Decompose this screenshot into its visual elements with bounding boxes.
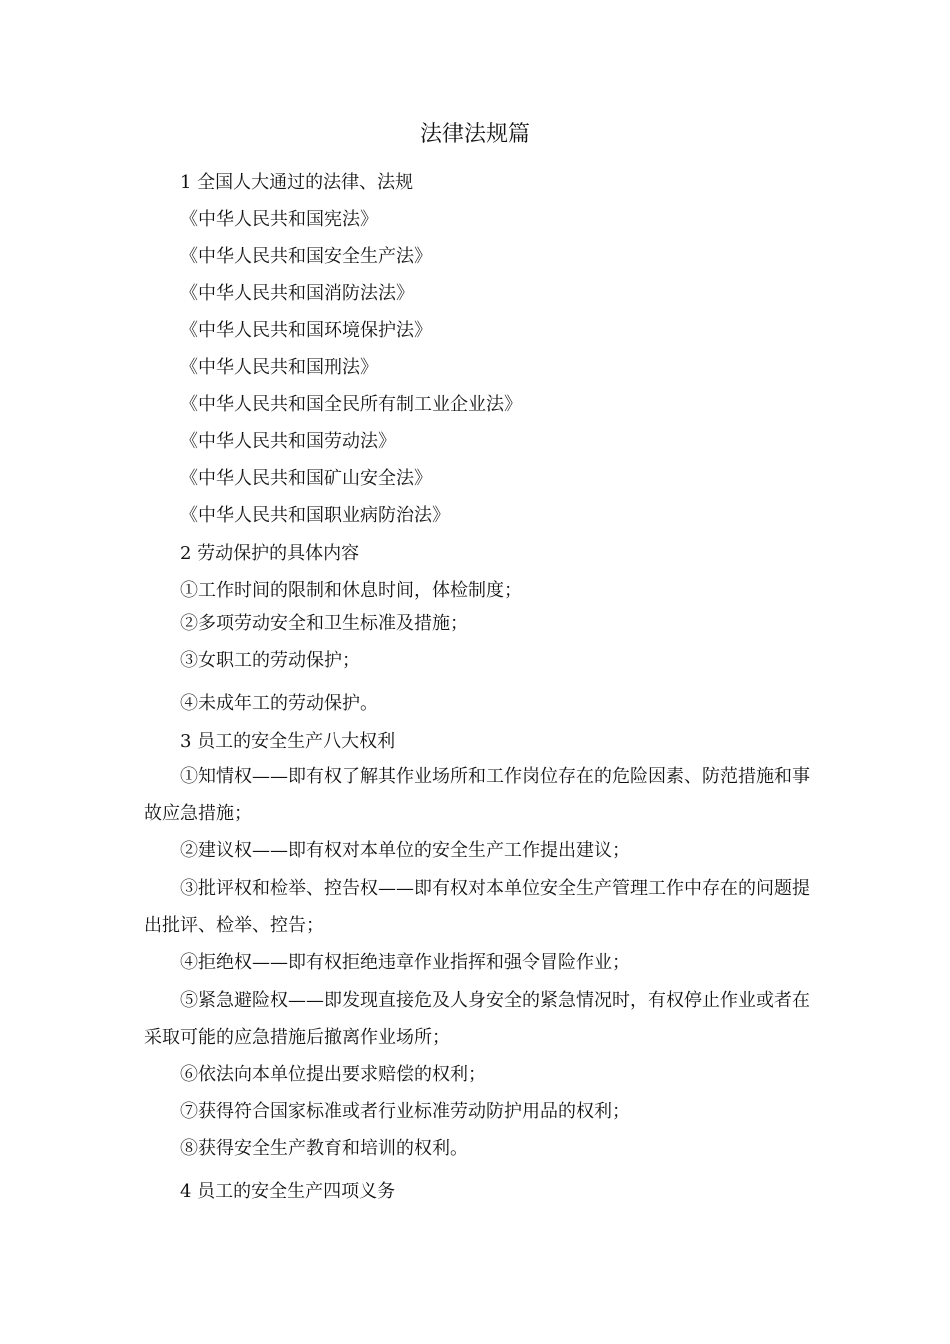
section4-heading: 4 员工的安全生产四项义务 (180, 1181, 396, 1202)
section1-heading: 1 全国人大通过的法律、法规 (180, 172, 414, 193)
protection-item: ③女职工的劳动保护； (180, 650, 360, 671)
law-item: 《中华人民共和国职业病防治法》 (180, 505, 450, 526)
right-item: ⑧获得安全生产教育和培训的权利。 (180, 1138, 468, 1159)
document-title: 法律法规篇 (419, 122, 530, 147)
law-item: 《中华人民共和国消防法法》 (180, 283, 414, 304)
law-item: 《中华人民共和国矿山安全法》 (180, 468, 432, 489)
right-item: ①知情权——即有权了解其作业场所和工作岗位存在的危险因素、防范措施和事故应急措施； (144, 766, 810, 824)
law-item: 《中华人民共和国刑法》 (180, 357, 378, 378)
right-item: ②建议权——即有权对本单位的安全生产工作提出建议； (180, 840, 630, 861)
protection-item: ②多项劳动安全和卫生标准及措施； (180, 613, 468, 634)
law-item: 《中华人民共和国劳动法》 (180, 431, 396, 452)
right-item: ⑦获得符合国家标准或者行业标准劳动防护用品的权利； (180, 1101, 630, 1122)
right-item: ⑥依法向本单位提出要求赔偿的权利； (180, 1064, 486, 1085)
right-item: ④拒绝权——即有权拒绝违章作业指挥和强令冒险作业； (180, 952, 630, 973)
section3-heading: 3 员工的安全生产八大权利 (180, 731, 396, 752)
law-item: 《中华人民共和国安全生产法》 (180, 246, 432, 267)
right-item: ③批评权和检举、控告权——即有权对本单位安全生产管理工作中存在的问题提出批评、检举、控告； (144, 878, 810, 936)
law-item: 《中华人民共和国全民所有制工业企业法》 (180, 394, 522, 415)
protection-item: ①工作时间的限制和休息时间，体检制度； (180, 580, 522, 601)
protection-item: ④未成年工的劳动保护。 (180, 693, 378, 714)
law-item: 《中华人民共和国环境保护法》 (180, 320, 432, 341)
section2-heading: 2 劳动保护的具体内容 (180, 543, 360, 564)
right-item: ⑤紧急避险权——即发现直接危及人身安全的紧急情况时，有权停止作业或者在采取可能的应急措施后撤离作业场所； (144, 990, 810, 1048)
law-item: 《中华人民共和国宪法》 (180, 209, 378, 230)
